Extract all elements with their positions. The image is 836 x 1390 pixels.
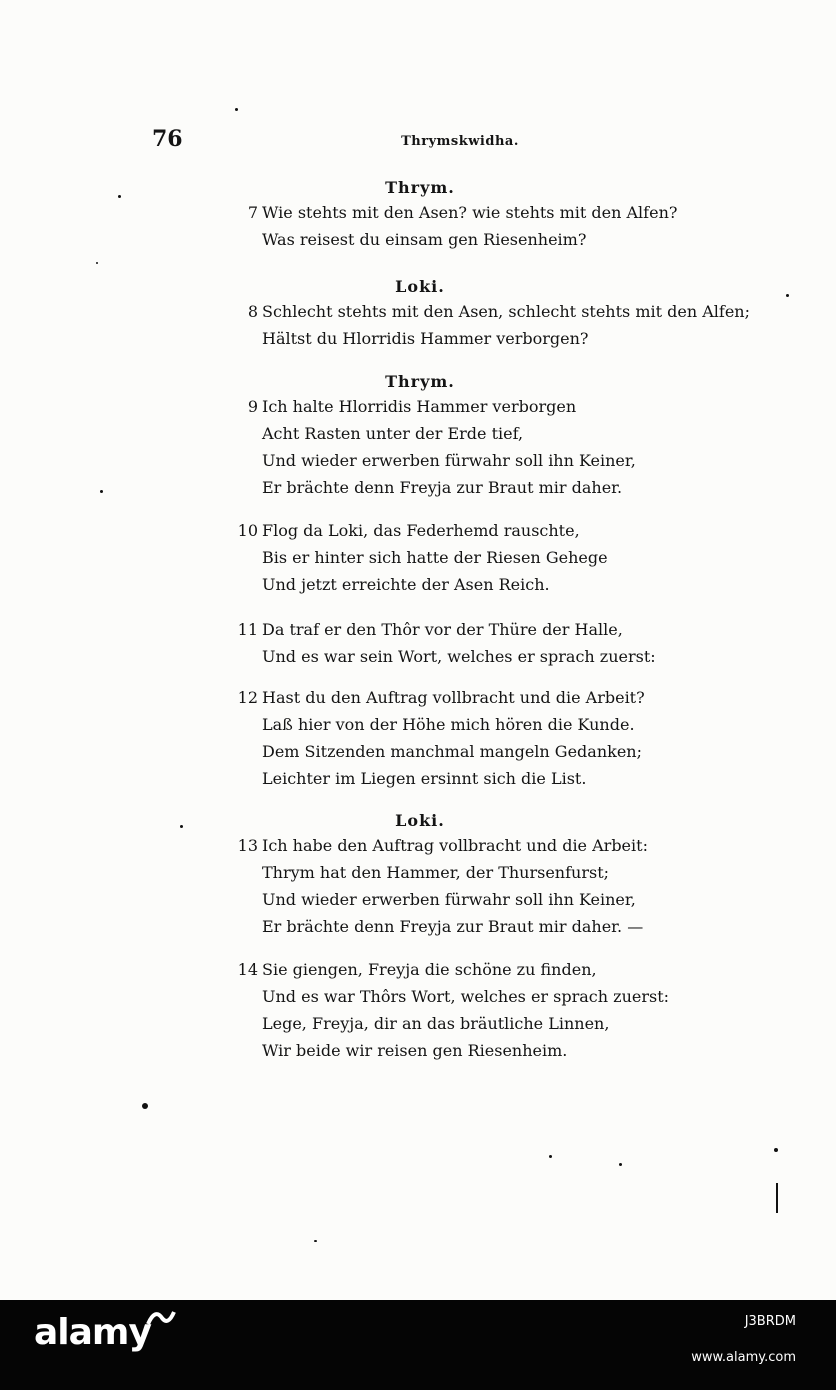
verse-line: Wir beide wir reisen gen Riesenheim. <box>262 1041 568 1060</box>
stanza-number: 13 <box>237 836 258 855</box>
verse-line: Thrym hat den Hammer, der Thursenfurst; <box>262 863 610 882</box>
verse-line: Bis er hinter sich hatte der Riesen Gehege <box>262 548 608 567</box>
scan-speck <box>96 262 98 264</box>
alamy-logo <box>34 1312 151 1353</box>
verse-line: Flog da Loki, das Federhemd rauschte, <box>262 521 580 540</box>
scan-speck <box>619 1163 622 1166</box>
scan-speck <box>180 825 183 828</box>
verse-line: Und jetzt erreichte der Asen Reich. <box>262 575 550 594</box>
scan-speck <box>235 108 238 111</box>
verse-line: Und es war Thôrs Wort, welches er sprach zuerst: <box>262 987 670 1006</box>
speaker-heading: Loki. <box>395 277 445 296</box>
verse-line: Da traf er den Thôr vor der Thüre der Halle, <box>262 620 623 639</box>
scan-speck <box>786 294 789 297</box>
verse-line: Hast du den Auftrag vollbracht und die Arbeit? <box>262 688 645 707</box>
stanza-number: 8 <box>247 302 258 321</box>
stanza-number: 11 <box>237 620 258 639</box>
scan-speck <box>314 1240 317 1242</box>
scan-speck <box>142 1103 148 1109</box>
verse-line: Laß hier von der Höhe mich hören die Kunde. <box>262 715 635 734</box>
verse-line: Leichter im Liegen ersinnt sich die List. <box>262 769 587 788</box>
verse-line: Und es war sein Wort, welches er sprach zuerst: <box>262 647 656 666</box>
verse-line: Er brächte denn Freyja zur Braut mir daher. <box>262 478 623 497</box>
speaker-heading: Thrym. <box>385 372 455 391</box>
verse-line: Wie stehts mit den Asen? wie stehts mit den Alfen? <box>262 203 678 222</box>
scan-speck <box>774 1148 778 1152</box>
speaker-heading: Loki. <box>395 811 445 830</box>
verse-line: Was reisest du einsam gen Riesenheim? <box>262 230 587 249</box>
speaker-heading: Thrym. <box>385 178 455 197</box>
verse-line: Und wieder erwerben fürwahr soll ihn Keiner, <box>262 890 636 909</box>
stanza-number: 7 <box>247 203 258 222</box>
image-code: J3BRDM <box>744 1314 796 1329</box>
page-number: 76 <box>152 126 183 152</box>
verse-line: Dem Sitzenden manchmal mangeln Gedanken; <box>262 742 642 761</box>
stanza-number: 12 <box>237 688 258 707</box>
scan-speck <box>549 1155 552 1158</box>
brand-mark-icon <box>146 1308 176 1328</box>
scan-speck <box>100 490 103 493</box>
stanza-number: 9 <box>247 397 258 416</box>
verse-line: Schlecht stehts mit den Asen, schlecht stehts mit den Alfen; <box>262 302 750 321</box>
stanza-number: 10 <box>237 521 258 540</box>
scan-mark <box>776 1183 778 1213</box>
watermark-url: www.alamy.com <box>691 1350 796 1365</box>
verse-line: Sie giengen, Freyja die schöne zu finden, <box>262 960 597 979</box>
verse-line: Und wieder erwerben fürwahr soll ihn Keiner, <box>262 451 636 470</box>
verse-line: Lege, Freyja, dir an das bräutliche Linnen, <box>262 1014 610 1033</box>
running-head: Thrymskwidha. <box>401 134 519 149</box>
scan-speck <box>118 195 121 198</box>
verse-line: Hältst du Hlorridis Hammer verborgen? <box>262 329 589 348</box>
verse-line: Ich habe den Auftrag vollbracht und die Arbeit: <box>262 836 648 855</box>
brand-name: alamy <box>34 1312 151 1353</box>
verse-line: Acht Rasten unter der Erde tief, <box>262 424 524 443</box>
verse-line: Er brächte denn Freyja zur Braut mir daher. — <box>262 917 644 936</box>
verse-line: Ich halte Hlorridis Hammer verborgen <box>262 397 577 416</box>
stanza-number: 14 <box>237 960 258 979</box>
